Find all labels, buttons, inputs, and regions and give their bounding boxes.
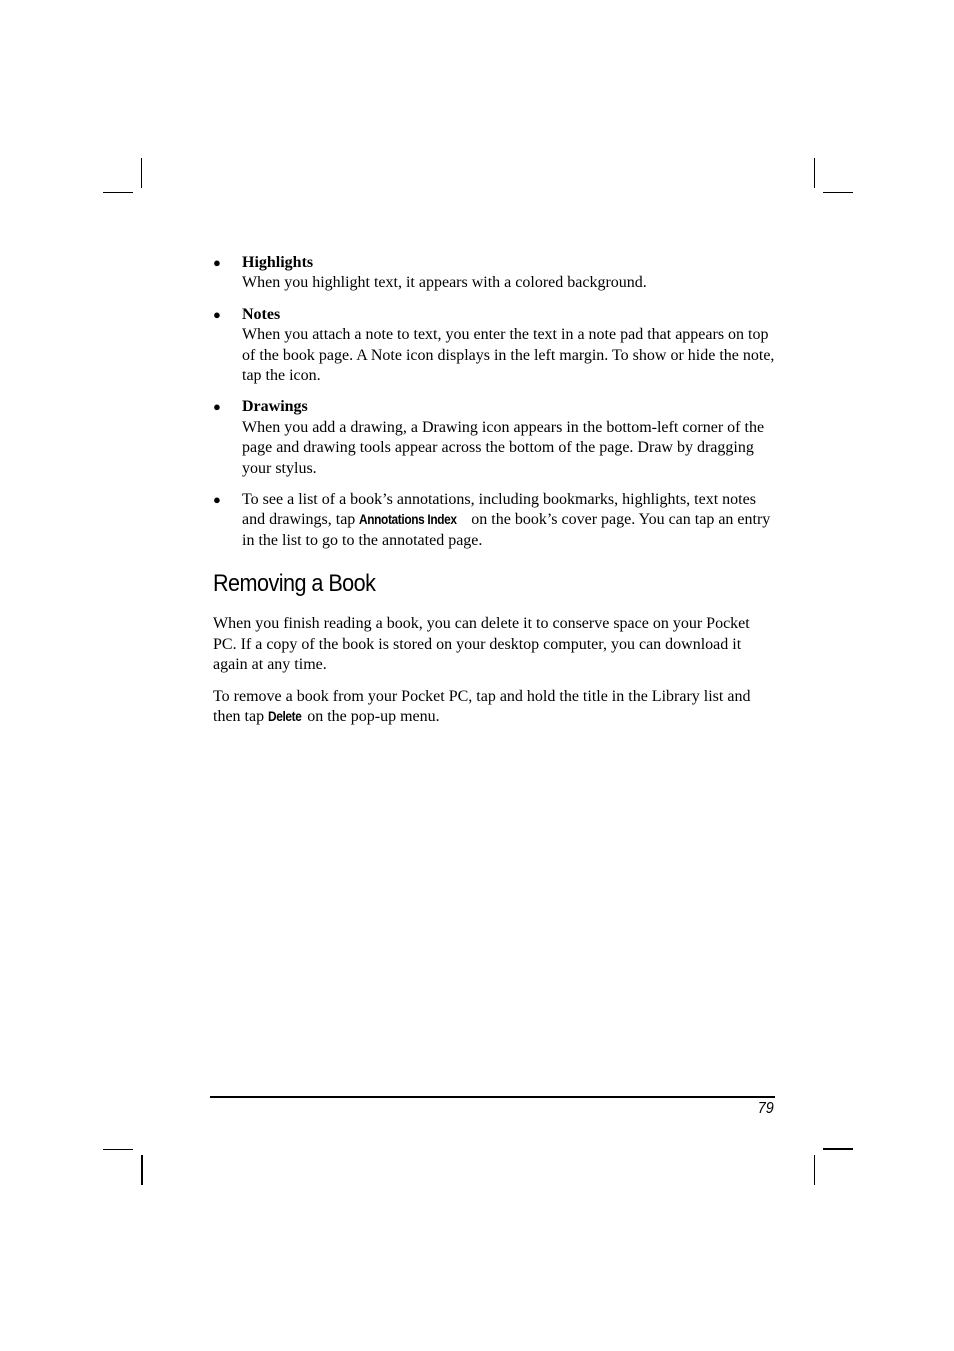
annotations-index-term: Annotations Index — [359, 512, 457, 528]
bullet-heading: Notes — [242, 305, 281, 323]
crop-mark-bottom-left-h — [103, 1149, 133, 1150]
bullet-text: When you attach a note to text, you enter the text in a note pad that appears on top of the book page. A Note icon displays in the left margin. To show or hide the note, tap the icon. — [242, 326, 775, 385]
section-paragraph-2 — [213, 687, 775, 728]
bullet-text-before: To see a list of a book’s annotations, including bookmarks, highlights, text notes and drawings, tap — [242, 491, 756, 529]
bullet-marker: ● — [213, 306, 221, 322]
page-number: 79 — [757, 1100, 774, 1117]
paragraph-text-before: To remove a book from your Pocket PC, tap and hold the title in the Library list and then tap — [213, 687, 751, 725]
page-content — [213, 253, 775, 738]
bullet-annotations-index — [213, 490, 775, 551]
delete-term: Delete — [268, 708, 302, 724]
bullet-heading: Drawings — [242, 398, 308, 416]
bullet-heading: Highlights — [242, 254, 314, 271]
bullet-text: When you add a drawing, a Drawing icon appears in the bottom-left corner of the page and drawing tools appear across the bottom of the page. Draw by dragging your stylus. — [242, 418, 765, 477]
bullet-highlights — [213, 253, 775, 294]
crop-mark-top-left-v — [141, 158, 142, 188]
bullet-text — [242, 490, 775, 551]
crop-mark-bottom-right-v — [814, 1155, 815, 1185]
bullet-text: When you highlight text, it appears with a colored background. — [242, 274, 647, 292]
bullet-marker: ● — [213, 492, 221, 508]
crop-mark-bottom-left-v — [141, 1155, 143, 1185]
crop-mark-top-left-h — [103, 192, 133, 193]
bullet-marker: ● — [213, 255, 221, 270]
crop-mark-top-right-h — [823, 192, 853, 193]
paragraph-text-after: on the pop-up menu. — [303, 707, 440, 725]
section-paragraph-1: When you finish reading a book, you can delete it to conserve space on your Pocket PC. If a copy of the book is stored on your desktop computer, you can download it again at any time. — [213, 615, 750, 674]
crop-mark-bottom-right-h — [823, 1148, 853, 1150]
section-title: Removing a Book — [213, 570, 376, 598]
bullet-marker: ● — [213, 399, 221, 415]
bullet-notes — [213, 305, 775, 387]
footer-rule — [210, 1096, 775, 1098]
crop-mark-top-right-v — [814, 158, 815, 188]
bullet-drawings — [213, 397, 775, 479]
bullet-text-after: on the book’s cover page. You can tap an entry in the list to go to the annotated page. — [242, 511, 771, 549]
